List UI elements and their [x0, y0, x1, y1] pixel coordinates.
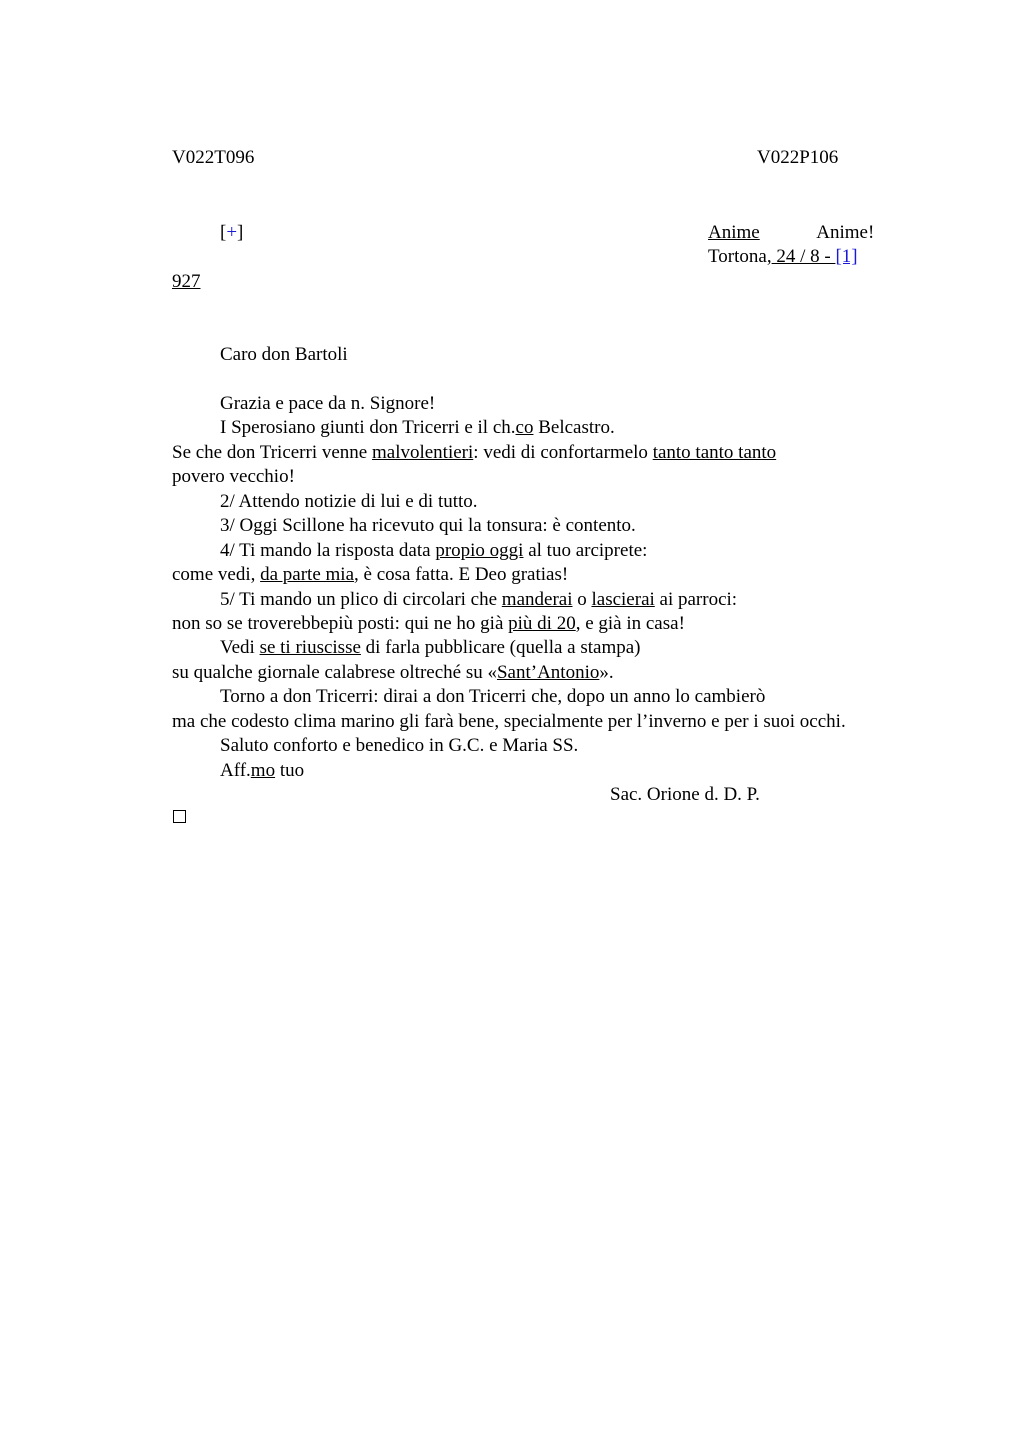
text-segment: 4/ Ti mando la risposta data — [220, 540, 436, 561]
body-line-15: Saluto conforto e benedico in G.C. e Maria SS. — [220, 735, 579, 756]
underlined-text: propio oggi — [435, 540, 524, 561]
text-segment: Vedi — [220, 637, 260, 658]
text-segment: o — [572, 589, 592, 610]
text-segment: Belcastro. — [533, 417, 615, 438]
text-segment: non so se troverebbepiù posti: qui ne ho già — [172, 613, 509, 634]
place: Tortona, — [708, 246, 772, 267]
date-year-tail: 927 — [172, 271, 201, 292]
underlined-abbreviation: co — [515, 417, 534, 438]
underlined-text: manderai — [501, 589, 573, 610]
motto-underlined — [708, 221, 868, 245]
underlined-text: se ti riuscisse — [259, 637, 361, 658]
body-line-10 — [172, 612, 685, 636]
place-date-line — [708, 245, 858, 269]
end-of-document-box-icon — [173, 810, 186, 823]
salutation: Caro don Bartoli — [220, 344, 348, 365]
text-segment: I Sperosiano giunti don Tricerri e il ch. — [220, 417, 516, 438]
body-line-4: povero vecchio! — [172, 466, 295, 487]
text-segment: , è cosa fatta. E Deo gratias! — [354, 564, 569, 585]
body-line-1: Grazia e pace da n. Signore! — [220, 393, 436, 414]
motto-word-2: Anime — [816, 222, 868, 243]
body-line-3 — [172, 441, 776, 465]
text-segment: ai parroci: — [654, 589, 738, 610]
motto-exclamation: ! — [868, 222, 875, 243]
page-code-right: V022P106 — [757, 147, 839, 168]
motto — [708, 221, 868, 245]
body-line-7 — [220, 539, 647, 563]
body-line-6: 3/ Oggi Scillone ha ricevuto qui la tonsura: è contento. — [220, 515, 636, 536]
body-line-14: ma che codesto clima marino gli farà bene, specialmente per l’inverno e per i suoi occhi. — [172, 711, 846, 732]
text-segment: , e già in casa! — [575, 613, 685, 634]
underlined-abbreviation: mo — [250, 760, 276, 781]
underlined-text: lascierai — [591, 589, 655, 610]
body-line-11 — [220, 636, 641, 660]
text-segment: di farla pubblicare (quella a stampa) — [360, 637, 641, 658]
text-segment: ». — [599, 662, 614, 683]
expand-toggle-link[interactable]: + — [226, 222, 238, 243]
signature: Sac. Orione d. D. P. — [610, 784, 760, 805]
text-segment: su qualche giornale calabrese oltreché su « — [172, 662, 497, 683]
underlined-text: da parte mia — [260, 564, 355, 585]
footnote-link-1[interactable]: [1] — [835, 246, 858, 267]
text-segment: : vedi di confortarmelo — [473, 442, 653, 463]
body-line-8 — [172, 563, 568, 587]
expand-marker — [220, 221, 243, 245]
underlined-text: tanto tanto tanto — [652, 442, 777, 463]
body-line-9 — [220, 588, 737, 612]
text-segment: tuo — [275, 760, 305, 781]
text-segment: come vedi, — [172, 564, 261, 585]
underlined-text: Sant’Antonio — [496, 662, 600, 683]
body-line-5: 2/ Attendo notizie di lui e di tutto. — [220, 491, 478, 512]
body-line-16 — [220, 759, 304, 783]
underlined-text: più di 20 — [508, 613, 576, 634]
underlined-text: malvolentieri — [371, 442, 474, 463]
body-line-2 — [220, 416, 615, 440]
expand-marker-open: [ — [220, 222, 227, 243]
text-segment: Aff. — [220, 760, 251, 781]
document-code-left: V022T096 — [172, 147, 255, 168]
motto-word-1: Anime — [708, 222, 760, 243]
expand-marker-close: ] — [237, 222, 244, 243]
text-segment: al tuo arciprete: — [523, 540, 648, 561]
date: 24 / 8 - — [771, 246, 836, 267]
text-segment: Se che don Tricerri venne — [172, 442, 372, 463]
body-line-13: Torno a don Tricerri: dirai a don Tricerri che, dopo un anno lo cambierò — [220, 686, 766, 707]
body-line-12 — [172, 661, 614, 685]
text-segment: 5/ Ti mando un plico di circolari che — [220, 589, 502, 610]
